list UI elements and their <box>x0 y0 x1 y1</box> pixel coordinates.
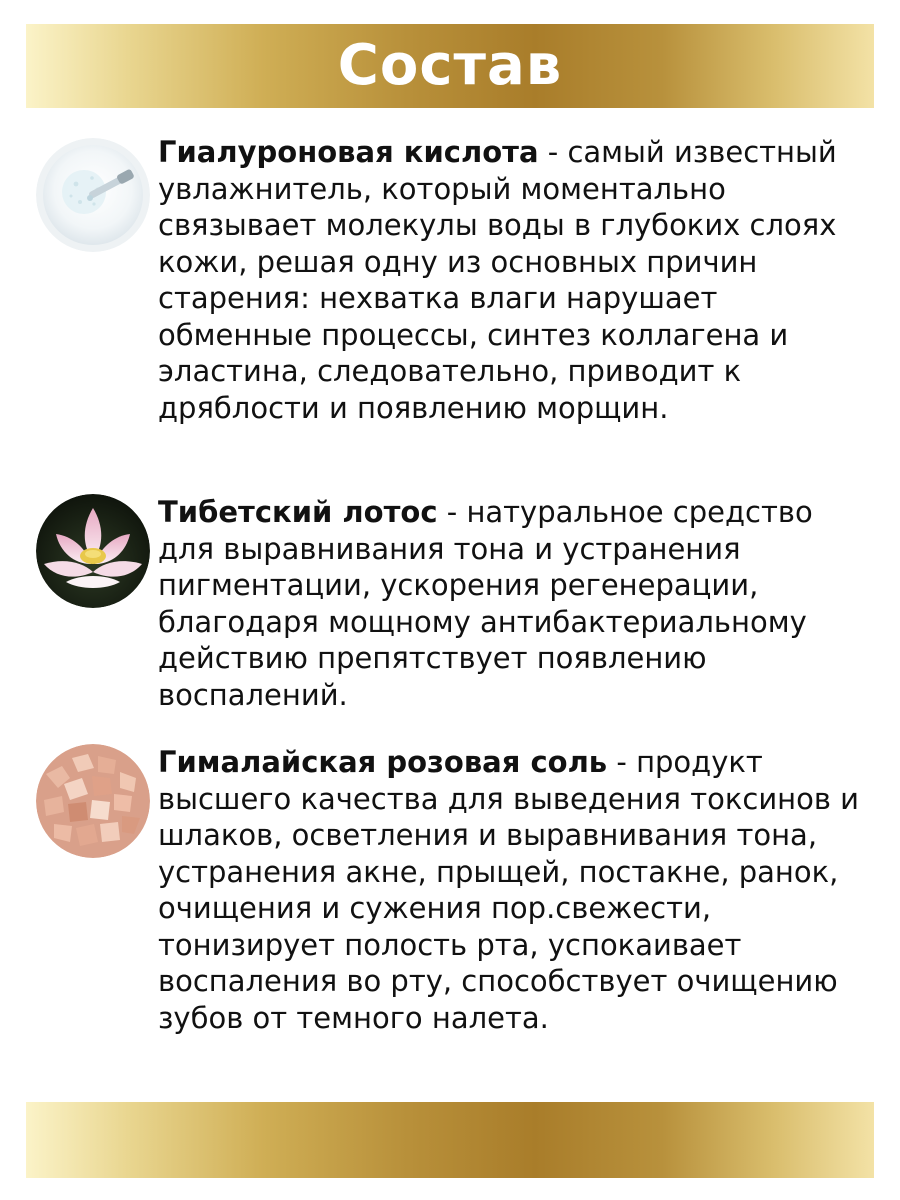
ingredient-separator: - <box>437 495 467 529</box>
pink-salt-icon <box>36 744 150 858</box>
serum-drop-icon <box>36 138 150 252</box>
ingredient-separator: - <box>538 135 568 169</box>
ingredient-text <box>158 134 870 426</box>
ingredient-name: Гиалуроновая кислота <box>158 135 539 169</box>
header-banner <box>26 24 874 108</box>
ingredient-name: Тибетский лотос <box>158 495 438 529</box>
ingredient-text <box>158 744 870 1036</box>
lotus-flower-icon <box>36 494 150 608</box>
page-title: Состав <box>337 33 563 98</box>
ingredient-name: Гималайская розовая соль <box>158 745 608 779</box>
ingredient-text <box>158 494 870 713</box>
footer-banner <box>26 1102 874 1178</box>
ingredient-description: продукт высшего качества для выведения токсинов и шлаков, осветления и выравнивания тона, устранения акне, прыщей, постакне, ранок, очищения и сужения пор.свежести, тонизирует полость рта, успокаивает воспаления во рту, способствует очищению зубов от темного налета. <box>158 745 860 1035</box>
ingredient-description: самый известный увлажнитель, который моментально связывает молекулы воды в глубоких слоях кожи, решая одну из основных причин старения: нехватка влаги нарушает обменные процессы, синтез коллагена и эластина, следовательно, приводит к дряблости и появлению морщин. <box>158 135 837 425</box>
ingredient-separator: - <box>607 745 637 779</box>
ingredient-description: натуральное средство для выравнивания тона и устранения пигментации, ускорения регенерации, благодаря мощному антибактериальному действию препятствует появлению воспалений. <box>158 495 813 712</box>
